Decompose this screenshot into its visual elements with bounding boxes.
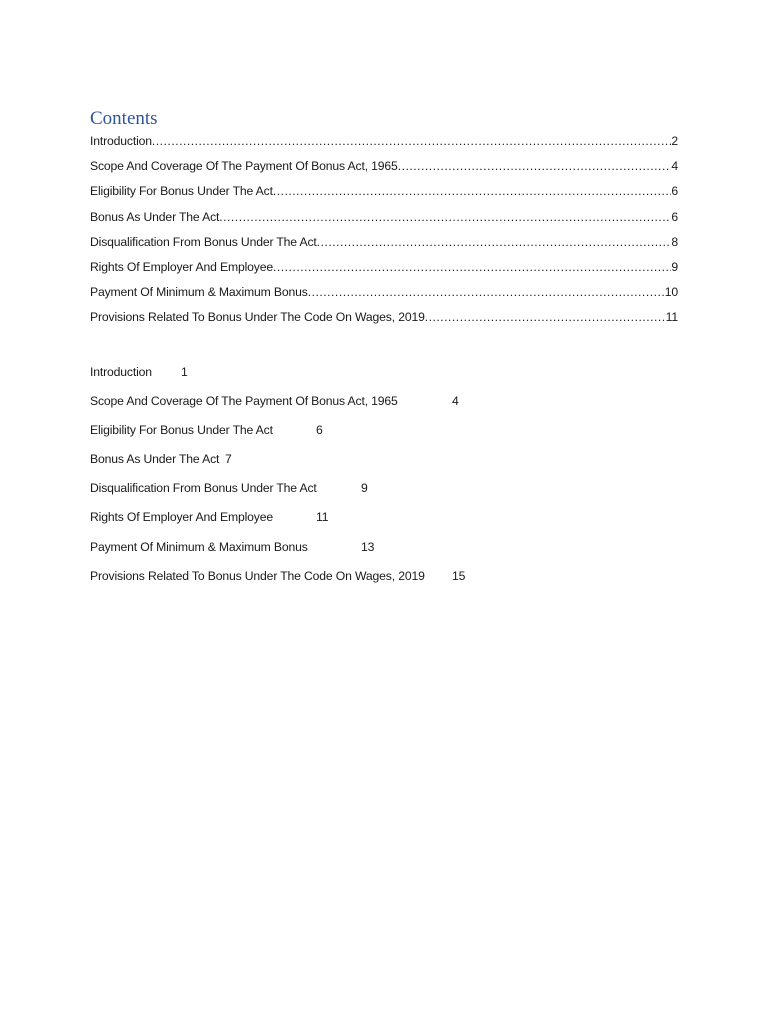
list-item-page: 13 (361, 539, 375, 554)
toc-dot-leader (308, 285, 665, 299)
toc-entry-title: Bonus As Under The Act (90, 209, 220, 224)
toc-dot-leader (152, 134, 671, 148)
list-item-title: Disqualification From Bonus Under The Act (90, 481, 317, 496)
toc-entry-page: 10 (664, 285, 678, 300)
table-of-contents (90, 134, 678, 336)
toc-entry[interactable] (90, 285, 678, 310)
toc-entry-title: Eligibility For Bonus Under The Act (90, 184, 273, 199)
toc-entry[interactable] (90, 235, 678, 260)
list-item-page: 9 (361, 481, 368, 496)
list-item-title: Rights Of Employer And Employee (90, 510, 273, 525)
list-item-title: Provisions Related To Bonus Under The Code On Wages, 2019 (90, 568, 425, 583)
toc-entry-page: 2 (671, 134, 678, 148)
toc-entry[interactable] (90, 310, 678, 335)
toc-dot-leader (273, 184, 672, 198)
list-item-title: Payment Of Minimum & Maximum Bonus (90, 539, 308, 554)
list-item-title: Scope And Coverage Of The Payment Of Bonus Act, 1965 (90, 394, 398, 409)
toc-entry-page: 6 (671, 184, 678, 199)
list-item-page: 15 (452, 568, 466, 583)
toc-entry[interactable] (90, 159, 678, 184)
toc-entry-page: 9 (671, 259, 678, 274)
toc-entry[interactable] (90, 184, 678, 209)
toc-dot-leader (398, 159, 672, 173)
toc-entry[interactable] (90, 260, 678, 285)
toc-entry-page: 4 (671, 159, 678, 174)
toc-dot-leader (273, 260, 671, 274)
toc-entry-title: Scope And Coverage Of The Payment Of Bonus Act, 1965 (90, 159, 398, 174)
toc-entry-title: Disqualification From Bonus Under The Act (90, 234, 317, 249)
toc-entry-title: Rights Of Employer And Employee (90, 259, 273, 274)
list-item-page: 4 (452, 394, 459, 409)
list-item-title: Introduction (90, 365, 152, 379)
toc-entry[interactable] (90, 210, 678, 235)
list-item-page: 7 (225, 452, 232, 467)
list-item-title: Bonus As Under The Act (90, 452, 220, 467)
toc-entry[interactable] (90, 134, 678, 159)
list-item-title: Eligibility For Bonus Under The Act (90, 423, 273, 438)
toc-dot-leader (317, 235, 672, 249)
toc-entry-title: Payment Of Minimum & Maximum Bonus (90, 285, 308, 300)
toc-dot-leader (219, 210, 671, 224)
toc-entry-page: 6 (671, 209, 678, 224)
toc-entry-title: Provisions Related To Bonus Under The Code On Wages, 2019 (90, 310, 425, 325)
toc-entry-page: 8 (671, 234, 678, 249)
toc-entry-page: 11 (665, 310, 678, 325)
toc-dot-leader (425, 310, 666, 324)
list-item-page: 6 (316, 423, 323, 438)
toc-entry-title: Introduction (90, 134, 152, 148)
list-item-page: 11 (316, 510, 329, 525)
toc-heading: Contents (90, 108, 158, 129)
list-item-page: 1 (181, 365, 188, 379)
